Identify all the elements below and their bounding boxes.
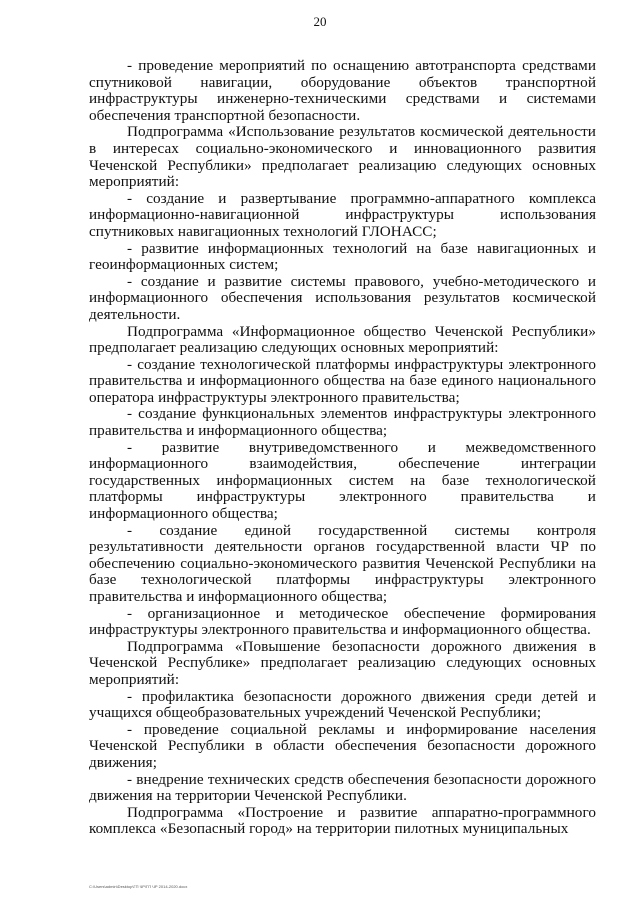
paragraph: - создание функциональных элементов инфраструктуры электронного правительства и информационного общества;	[89, 405, 596, 440]
paragraph: - внедрение технических средств обеспечения безопасности дорожного движения на территории Чеченской Республики.	[89, 770, 596, 805]
paragraph: - профилактика безопасности дорожного движения среди детей и учащихся общеобразовательных учреждений Чеченской Республики;	[89, 687, 596, 722]
paragraph: - проведение мероприятий по оснащению автотранспорта средствами спутниковой навигации, оборудование объектов транспортной инфраструктуры инженерно-техническими средствами и системами обеспечения транспортной безопасности.	[89, 57, 596, 124]
paragraph: - развитие информационных технологий на базе навигационных и геоинформационных систем;	[89, 239, 596, 274]
footer-file-path: C:\Users\admin\Desktop\ГП ЧР\ГП ЧР 2014-2020.docx	[89, 884, 188, 889]
paragraph: Подпрограмма «Информационное общество Чеченской Республики» предполагает реализацию следующих основных мероприятий:	[89, 322, 596, 357]
paragraph: - создание и развитие системы правового, учебно-методического и информационного обеспечения использования результатов космической деятельности.	[89, 272, 596, 323]
paragraph: - создание единой государственной системы контроля результативности деятельности органов государственной власти ЧР по обеспечению социально-экономического развития Чеченской Республики на базе технологической платформы инфраструктуры электронного правительства и информационного общества;	[89, 521, 596, 605]
page-number: 20	[313, 14, 327, 29]
paragraph: - создание и развертывание программно-аппаратного комплекса информационно-навигационной инфраструктуры использования спутниковых навигационных технологий ГЛОНАСС;	[89, 189, 596, 240]
paragraph: Подпрограмма «Повышение безопасности дорожного движения в Чеченской Республике» предполагает реализацию следующих основных мероприятий:	[89, 637, 596, 688]
paragraph: Подпрограмма «Использование результатов космической деятельности в интересах социально-экономического и инновационного развития Чеченской Республики» предполагает реализацию следующих основных мероприятий:	[89, 123, 596, 191]
paragraph: Подпрограмма «Построение и развитие аппаратно-программного комплекса «Безопасный город» на территории пилотных муниципальных	[89, 803, 596, 838]
paragraph: - организационное и методическое обеспечение формирования инфраструктуры электронного правительства и информационного общества.	[89, 604, 596, 639]
paragraph: - создание технологической платформы инфраструктуры электронного правительства и информационного общества на базе единого национального оператора инфраструктуры электронного правительства;	[89, 355, 596, 406]
document-body	[89, 58, 596, 838]
paragraph: - проведение социальной рекламы и информирование населения Чеченской Республики в области обеспечения безопасности дорожного движения;	[89, 720, 596, 771]
paragraph: - развитие внутриведомственного и межведомственного информационного взаимодействия, обеспечение интеграции государственных информационных систем на базе технологической платформы инфраструктуры электронного правительства и информационного общества;	[89, 438, 596, 523]
